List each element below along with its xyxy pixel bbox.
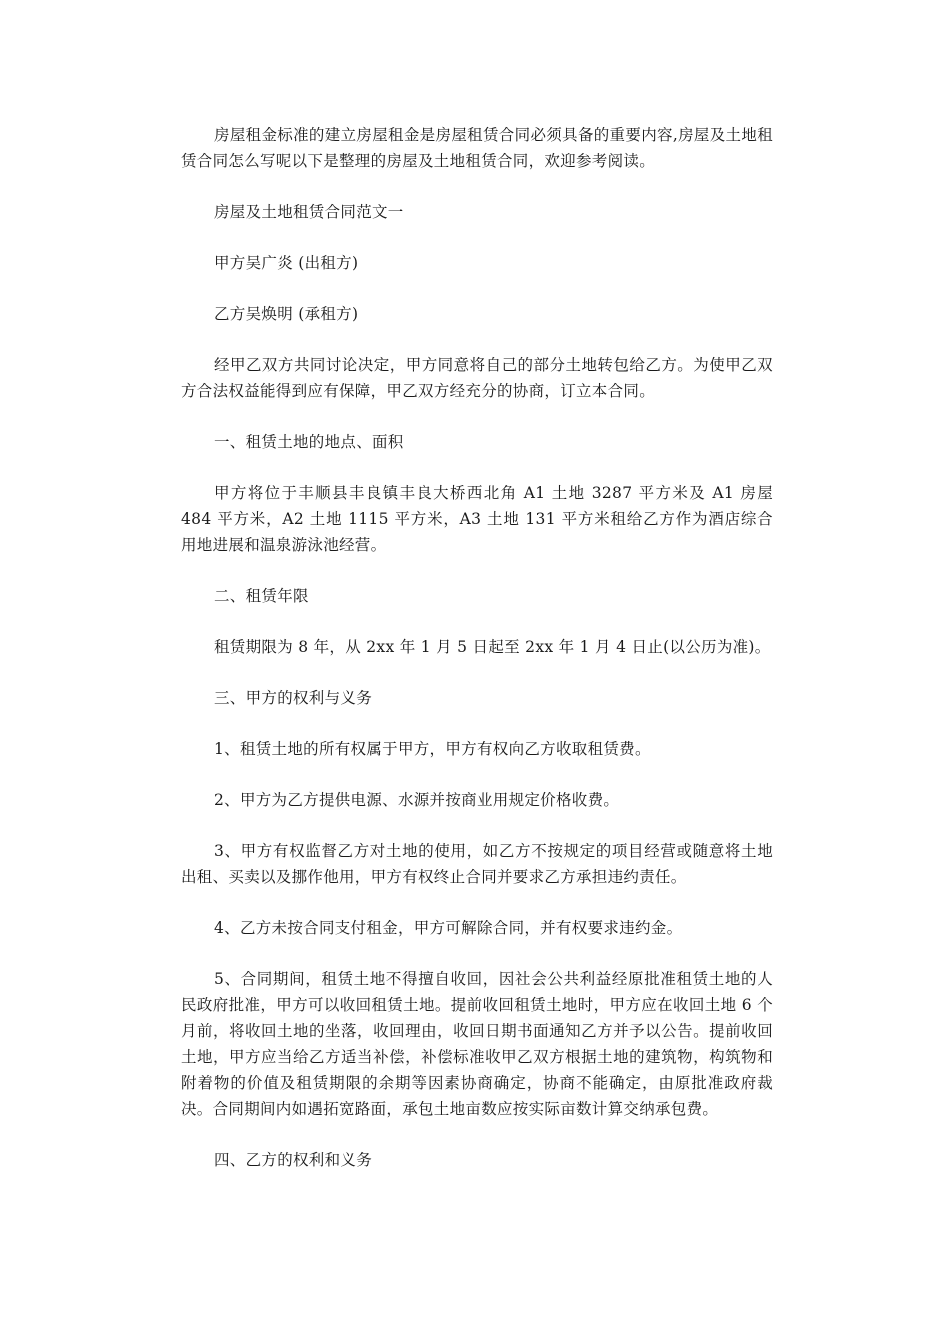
section-heading-2: 二、租赁年限 xyxy=(214,587,309,605)
clause-3-2: 2、甲方为乙方提供电源、水源并按商业用规定价格收费。 xyxy=(214,791,620,809)
party-b: 乙方吴焕明 (承租方) xyxy=(214,305,359,323)
clause-3-4: 4、乙方未按合同支付租金，甲方可解除合同，并有权要求违约金。 xyxy=(214,919,683,937)
section-heading-1: 一、租赁土地的地点、面积 xyxy=(214,433,404,451)
section-heading-3: 三、甲方的权利与义务 xyxy=(214,689,373,707)
clause-3-3: 3、甲方有权监督乙方对土地的使用，如乙方不按规定的项目经营或随意将土地出租、买卖以及挪作他用，甲方有权终止合同并要求乙方承担违约责任。 xyxy=(181,842,773,886)
document-body xyxy=(181,122,773,1198)
clause-3-5: 5、合同期间，租赁土地不得擅自收回，因社会公共利益经原批准租赁土地的人民政府批准，甲方可以收回租赁土地。提前收回租赁土地时，甲方应在收回土地 6 个月前，将收回土地的坐落，收回理由，收回日期书面通知乙方并予以公告。提前收回土地，甲方应当给乙方适当补偿，补偿标准收甲乙双方根据土地的建筑物，构筑物和附着物的价值及租赁期限的余期等因素协商确定，协商不能确定，由原批准政府裁决。合同期间内如遇拓宽路面，承包土地亩数应按实际亩数计算交纳承包费。 xyxy=(181,970,773,1118)
clause-3-1: 1、租赁土地的所有权属于甲方，甲方有权向乙方收取租赁费。 xyxy=(214,740,651,758)
party-a: 甲方吴广炎 (出租方) xyxy=(214,254,359,272)
preamble-paragraph: 经甲乙双方共同讨论决定，甲方同意将自己的部分土地转包给乙方。为使甲乙双方合法权益能得到应有保障，甲乙双方经充分的协商，订立本合同。 xyxy=(181,356,773,400)
intro-paragraph: 房屋租金标准的建立房屋租金是房屋租赁合同必须具备的重要内容,房屋及土地租赁合同怎么写呢以下是整理的房屋及土地租赁合同，欢迎参考阅读。 xyxy=(181,126,773,170)
section-heading-4: 四、乙方的权利和义务 xyxy=(214,1151,373,1169)
contract-title: 房屋及土地租赁合同范文一 xyxy=(214,203,404,221)
section-1-body: 甲方将位于丰顺县丰良镇丰良大桥西北角 A1 土地 3287 平方米及 A1 房屋 484 平方米，A2 土地 1115 平方米，A3 土地 131 平方米租给乙方作为酒店综合用地进展和温泉游泳池经营。 xyxy=(181,484,773,554)
section-2-body: 租赁期限为 8 年，从 2xx 年 1 月 5 日起至 2xx 年 1 月 4 日止(以公历为准)。 xyxy=(214,638,771,656)
